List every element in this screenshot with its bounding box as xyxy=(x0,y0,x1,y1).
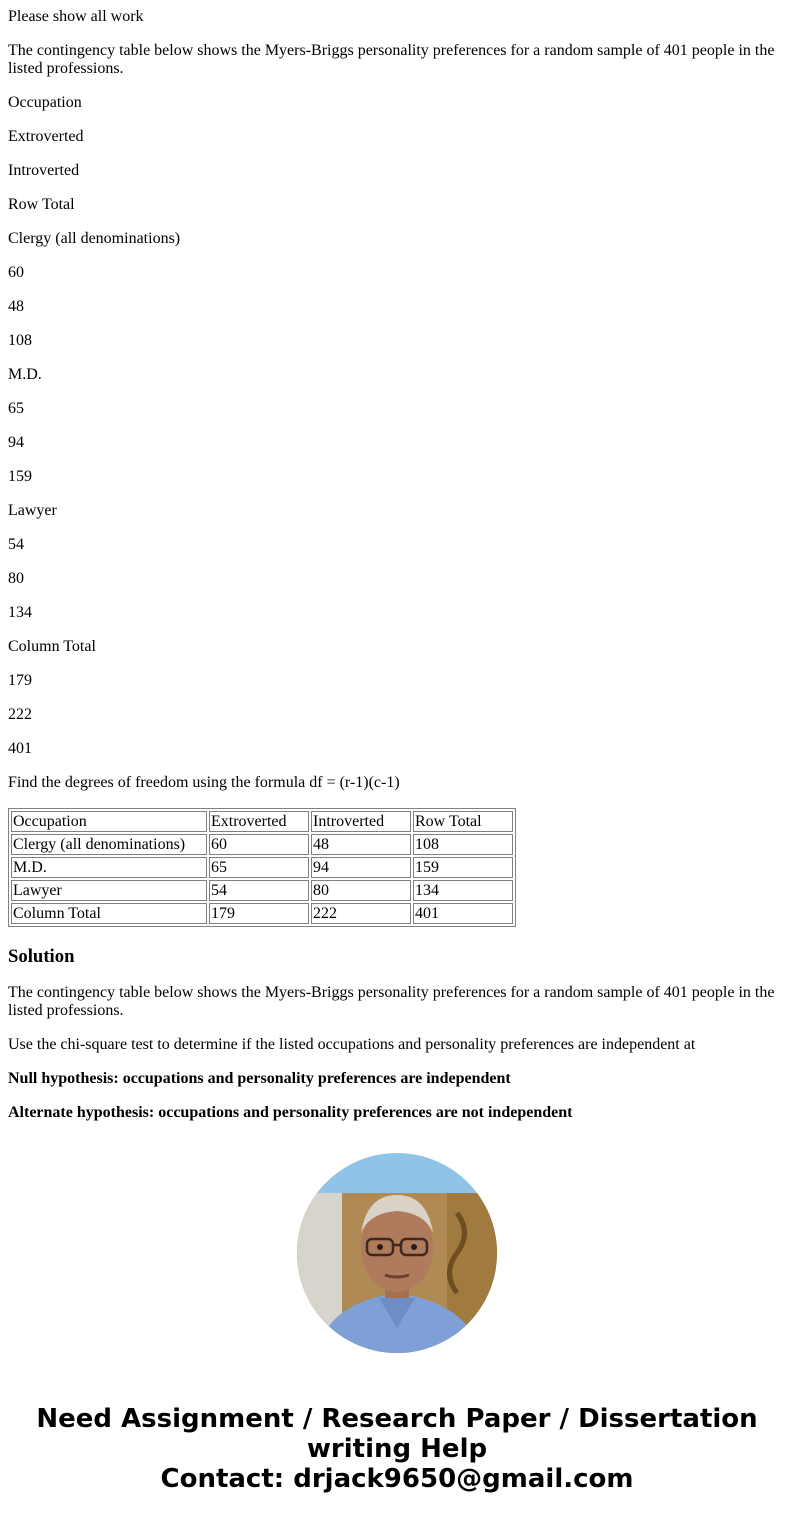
flat-cell: 60 xyxy=(8,264,24,281)
document-body xyxy=(8,0,786,1122)
table-cell: 179 xyxy=(209,903,309,924)
table-cell: 159 xyxy=(413,857,513,878)
table-cell: 94 xyxy=(311,857,411,878)
table-row xyxy=(11,857,513,878)
flat-cell: 401 xyxy=(8,740,32,757)
footer-line: writing Help xyxy=(306,1434,488,1464)
flat-cell: Column Total xyxy=(8,638,96,655)
task-text: Find the degrees of freedom using the formula df = (r-1)(c-1) xyxy=(8,774,400,791)
table-header-row xyxy=(11,811,513,832)
author-portrait-image xyxy=(297,1153,497,1353)
flat-cell: 108 xyxy=(8,332,32,349)
flat-cell: Clergy (all denominations) xyxy=(8,230,181,247)
table-cell: 48 xyxy=(311,834,411,855)
table-cell: M.D. xyxy=(11,857,207,878)
solution-description: The contingency table below shows the Myers-Briggs personality preferences for a random sample of 401 people in the listed professions. xyxy=(8,984,775,1019)
flat-cell: 179 xyxy=(8,672,32,689)
flat-cell: 134 xyxy=(8,604,32,621)
table-row xyxy=(11,880,513,901)
table-row xyxy=(11,903,513,924)
flat-cell: 159 xyxy=(8,468,32,485)
flat-cell: 94 xyxy=(8,434,24,451)
flat-cell: 80 xyxy=(8,570,24,587)
flat-cell: Introverted xyxy=(8,162,80,179)
flat-cell: 222 xyxy=(8,706,32,723)
footer-line: Need Assignment / Research Paper / Dissertation xyxy=(36,1404,758,1434)
flat-cell: 48 xyxy=(8,298,24,315)
contingency-table xyxy=(8,808,516,927)
flat-cell: Occupation xyxy=(8,94,82,111)
flat-cell: Extroverted xyxy=(8,128,84,145)
table-cell: 108 xyxy=(413,834,513,855)
author-avatar xyxy=(297,1153,497,1353)
table-header-cell: Occupation xyxy=(11,811,207,832)
flat-cell: Row Total xyxy=(8,196,75,213)
table-header-cell: Extroverted xyxy=(209,811,309,832)
table-cell: 401 xyxy=(413,903,513,924)
table-cell: 222 xyxy=(311,903,411,924)
footer-contact: Contact: drjack9650@gmail.com xyxy=(160,1464,634,1494)
solution-heading: Solution xyxy=(8,946,75,967)
intro-text: Please show all work xyxy=(8,8,144,25)
flat-cell: 65 xyxy=(8,400,24,417)
solution-instruction: Use the chi-square test to determine if the listed occupations and personality preferences are independent at xyxy=(8,1036,696,1053)
table-header-cell: Introverted xyxy=(311,811,411,832)
table-row xyxy=(11,834,513,855)
table-cell: Clergy (all denominations) xyxy=(11,834,207,855)
table-cell: 134 xyxy=(413,880,513,901)
table-cell: Lawyer xyxy=(11,880,207,901)
table-cell: 54 xyxy=(209,880,309,901)
table-cell: 65 xyxy=(209,857,309,878)
table-cell: 60 xyxy=(209,834,309,855)
footer-promo xyxy=(0,1404,794,1494)
flat-cell: Lawyer xyxy=(8,502,57,519)
flat-cell: M.D. xyxy=(8,366,42,383)
table-cell: 80 xyxy=(311,880,411,901)
question-description: The contingency table below shows the Myers-Briggs personality preferences for a random sample of 401 people in the listed professions. xyxy=(8,42,775,77)
table-cell: Column Total xyxy=(11,903,207,924)
null-hypothesis: Null hypothesis: occupations and personality preferences are independent xyxy=(8,1070,511,1087)
flat-cell-list xyxy=(8,94,786,758)
table-header-cell: Row Total xyxy=(413,811,513,832)
flat-cell: 54 xyxy=(8,536,24,553)
alternate-hypothesis: Alternate hypothesis: occupations and personality preferences are not independent xyxy=(8,1104,573,1121)
